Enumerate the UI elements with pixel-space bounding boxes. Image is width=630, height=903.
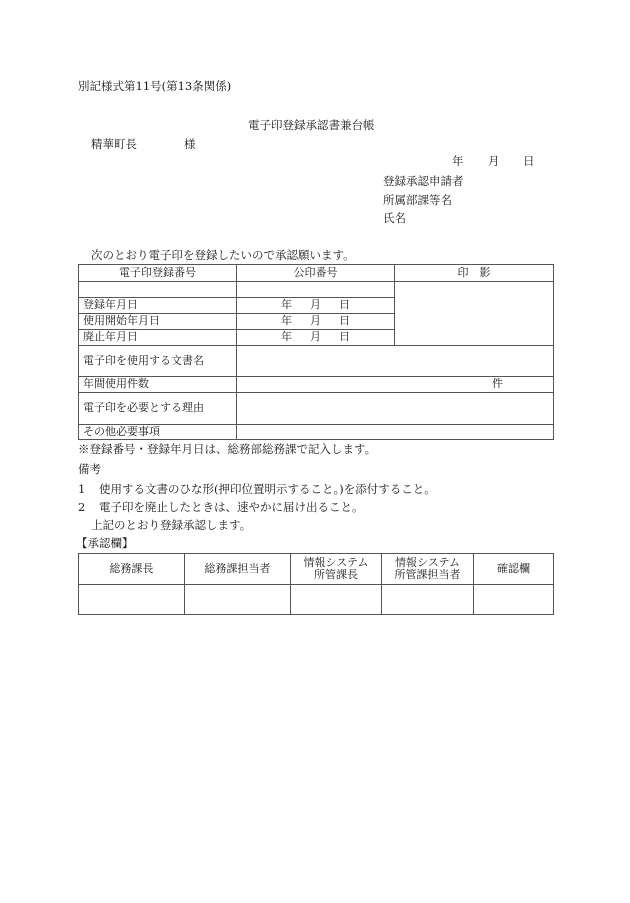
approval-col-general-affairs-chief: 総務課長 [79,554,185,585]
approval-table [78,553,554,615]
date-year-label: 年 [452,154,464,168]
remarks-heading: 備考 [78,462,101,476]
annual-usage-unit: 件 [492,377,503,391]
reason-label: 電子印を必要とする理由 [79,393,237,425]
header-impression: 印 影 [395,265,554,282]
header-reg-number: 電子印登録番号 [79,265,237,282]
approval-col-confirmation: 確認欄 [474,554,554,585]
date-day-label: 日 [523,154,535,168]
other-label: その他必要事項 [79,425,237,440]
approval-col-general-affairs-staff: 総務課担当者 [185,554,291,585]
approval-col-it-staff: 情報システム 所管課担当者 [382,554,474,585]
remark-number: 2 [78,500,86,514]
date-row-value[interactable]: 年 月 日 [237,298,395,314]
reg-number-cell[interactable] [79,282,237,298]
addressee-name: 精華町長 [91,137,137,151]
document-title: 電子印登録承認書兼台帳 [248,118,375,132]
remark-text: 電子印を廃止したときは、速やかに届け出ること。 [98,500,364,514]
registration-note: ※登録番号・登録年月日は、総務部総務課で記入します。 [78,442,377,456]
document-name-label: 電子印を使用する文書名 [79,346,237,377]
approval-stamp-cell[interactable] [79,585,185,615]
date-month-label: 月 [488,154,500,168]
approval-stamp-cell[interactable] [474,585,554,615]
other-field[interactable] [237,425,554,440]
annual-usage-label: 年間使用件数 [79,377,237,393]
applicant-label: 登録承認申請者 [383,174,464,188]
date-row-value[interactable]: 年 月 日 [237,314,395,330]
approval-stamp-cell[interactable] [291,585,382,615]
reason-field[interactable] [237,393,554,425]
remark-item-2 [78,502,363,514]
addressee-honorific: 様 [184,137,196,151]
header-seal-number: 公印番号 [237,265,395,282]
intro-text: 次のとおり電子印を登録したいので承認願います。 [91,248,355,262]
approval-stamp-cell[interactable] [382,585,474,615]
date-row-label: 登録年月日 [79,298,237,314]
remark-text: 使用する文書のひな形(押印位置明示すること。)を添付すること。 [98,482,436,496]
name-label: 氏名 [383,211,406,225]
document-name-field[interactable] [237,346,554,377]
remark-item-1 [78,484,436,496]
date-row-label: 使用開始年月日 [79,314,237,330]
approval-section-label: 【承認欄】 [76,536,134,550]
form-number: 別記様式第11号(第13条関係) [78,79,232,93]
seal-number-cell[interactable] [237,282,395,298]
remark-number: 1 [78,482,86,496]
department-label: 所属部課等名 [383,193,452,207]
date-row-label: 廃止年月日 [79,330,237,346]
approval-statement: 上記のとおり登録承認します。 [91,518,252,532]
approval-stamp-cell[interactable] [185,585,291,615]
approval-col-it-chief: 情報システム 所管課長 [291,554,382,585]
registration-table [78,264,554,440]
annual-usage-field[interactable] [237,377,554,393]
impression-cell[interactable] [395,282,554,346]
date-row-value[interactable]: 年 月 日 [237,330,395,346]
